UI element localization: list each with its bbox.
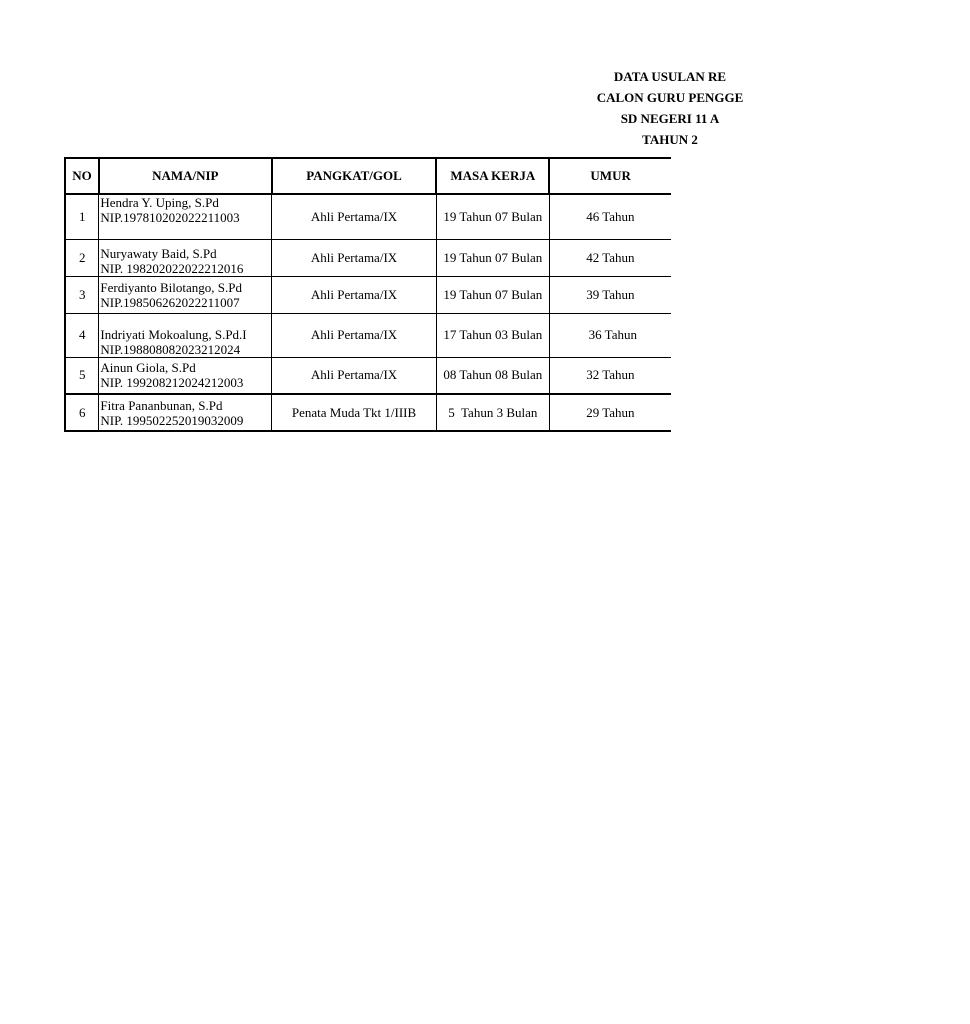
cell-pangkat: Ahli Pertama/IX [272, 239, 437, 276]
cell-umur: 29 Tahun [549, 394, 671, 431]
cell-umur: 32 Tahun [549, 357, 671, 394]
table-row [65, 394, 671, 431]
cell-nip: NIP.198808082023212024 [100, 341, 241, 357]
title-line-4: TAHUN 2 [642, 132, 698, 147]
cell-nip: NIP. 198202022022212016 [100, 260, 244, 276]
cell-no: 1 [65, 194, 99, 239]
cell-nama: Nuryawaty Baid, S.Pd [100, 245, 217, 261]
cell-no: 5 [65, 357, 99, 394]
cell-nip: NIP.197810202022211003 [100, 210, 240, 225]
cell-nip: NIP. 199502252019032009 [100, 412, 244, 428]
cell-pangkat: Ahli Pertama/IX [272, 357, 437, 394]
title-line-1: DATA USULAN RE [613, 69, 727, 84]
cell-no: 4 [65, 313, 99, 357]
cell-nip: NIP. 199208212024212003 [100, 375, 244, 391]
cell-no: 3 [65, 276, 99, 313]
column-header-umur: UMUR [549, 158, 671, 194]
title-line-2: CALON GURU PENGGE [596, 90, 744, 105]
cell-masa-kerja: 08 Tahun 08 Bulan [436, 357, 549, 394]
title-line-3: SD NEGERI 11 A [620, 111, 720, 126]
cell-umur: 39 Tahun [549, 276, 671, 313]
cell-nip: NIP.198506262022211007 [100, 294, 240, 310]
column-header-no: NO [65, 158, 99, 194]
cell-pangkat: Ahli Pertama/IX [272, 276, 437, 313]
column-header-pangkat-gol: PANGKAT/GOL [272, 158, 437, 194]
table-header-row [65, 158, 671, 194]
cell-nama: Indriyati Mokoalung, S.Pd.I [100, 326, 247, 342]
cell-pangkat: Ahli Pertama/IX [272, 194, 437, 239]
cell-pangkat: Penata Muda Tkt 1/IIIB [272, 394, 437, 431]
cell-nama: Ainun Giola, S.Pd [100, 360, 196, 376]
cell-nama: Hendra Y. Uping, S.Pd [100, 195, 219, 210]
cell-no: 2 [65, 239, 99, 276]
table-row [65, 194, 671, 239]
cell-masa-kerja: 19 Tahun 07 Bulan [436, 276, 549, 313]
cell-nama: Fitra Pananbunan, S.Pd [100, 397, 223, 413]
cell-masa-kerja: 19 Tahun 07 Bulan [436, 194, 549, 239]
cell-nama-nip [99, 276, 272, 313]
cell-nama-nip [99, 239, 272, 276]
column-header-masa-kerja: MASA KERJA [436, 158, 549, 194]
cell-nama-nip [99, 313, 272, 357]
cell-nama-nip [99, 394, 272, 431]
column-header-nama-nip: NAMA/NIP [99, 158, 272, 194]
document-title-block [370, 66, 970, 150]
cell-nama-nip [99, 357, 272, 394]
cell-nama-nip [99, 194, 272, 239]
cell-masa-kerja: 17 Tahun 03 Bulan [436, 313, 549, 357]
cell-umur: 36 Tahun [549, 313, 671, 357]
cell-masa-kerja: 19 Tahun 07 Bulan [436, 239, 549, 276]
teacher-data-table [64, 157, 671, 432]
cell-umur: 42 Tahun [549, 239, 671, 276]
cell-masa-kerja: 5 Tahun 3 Bulan [436, 394, 549, 431]
table-row [65, 357, 671, 394]
cell-umur: 46 Tahun [549, 194, 671, 239]
cell-nama: Ferdiyanto Bilotango, S.Pd [100, 279, 242, 295]
table-row [65, 239, 671, 276]
table-row [65, 276, 671, 313]
cell-pangkat: Ahli Pertama/IX [272, 313, 437, 357]
cell-no: 6 [65, 394, 99, 431]
table-row [65, 313, 671, 357]
